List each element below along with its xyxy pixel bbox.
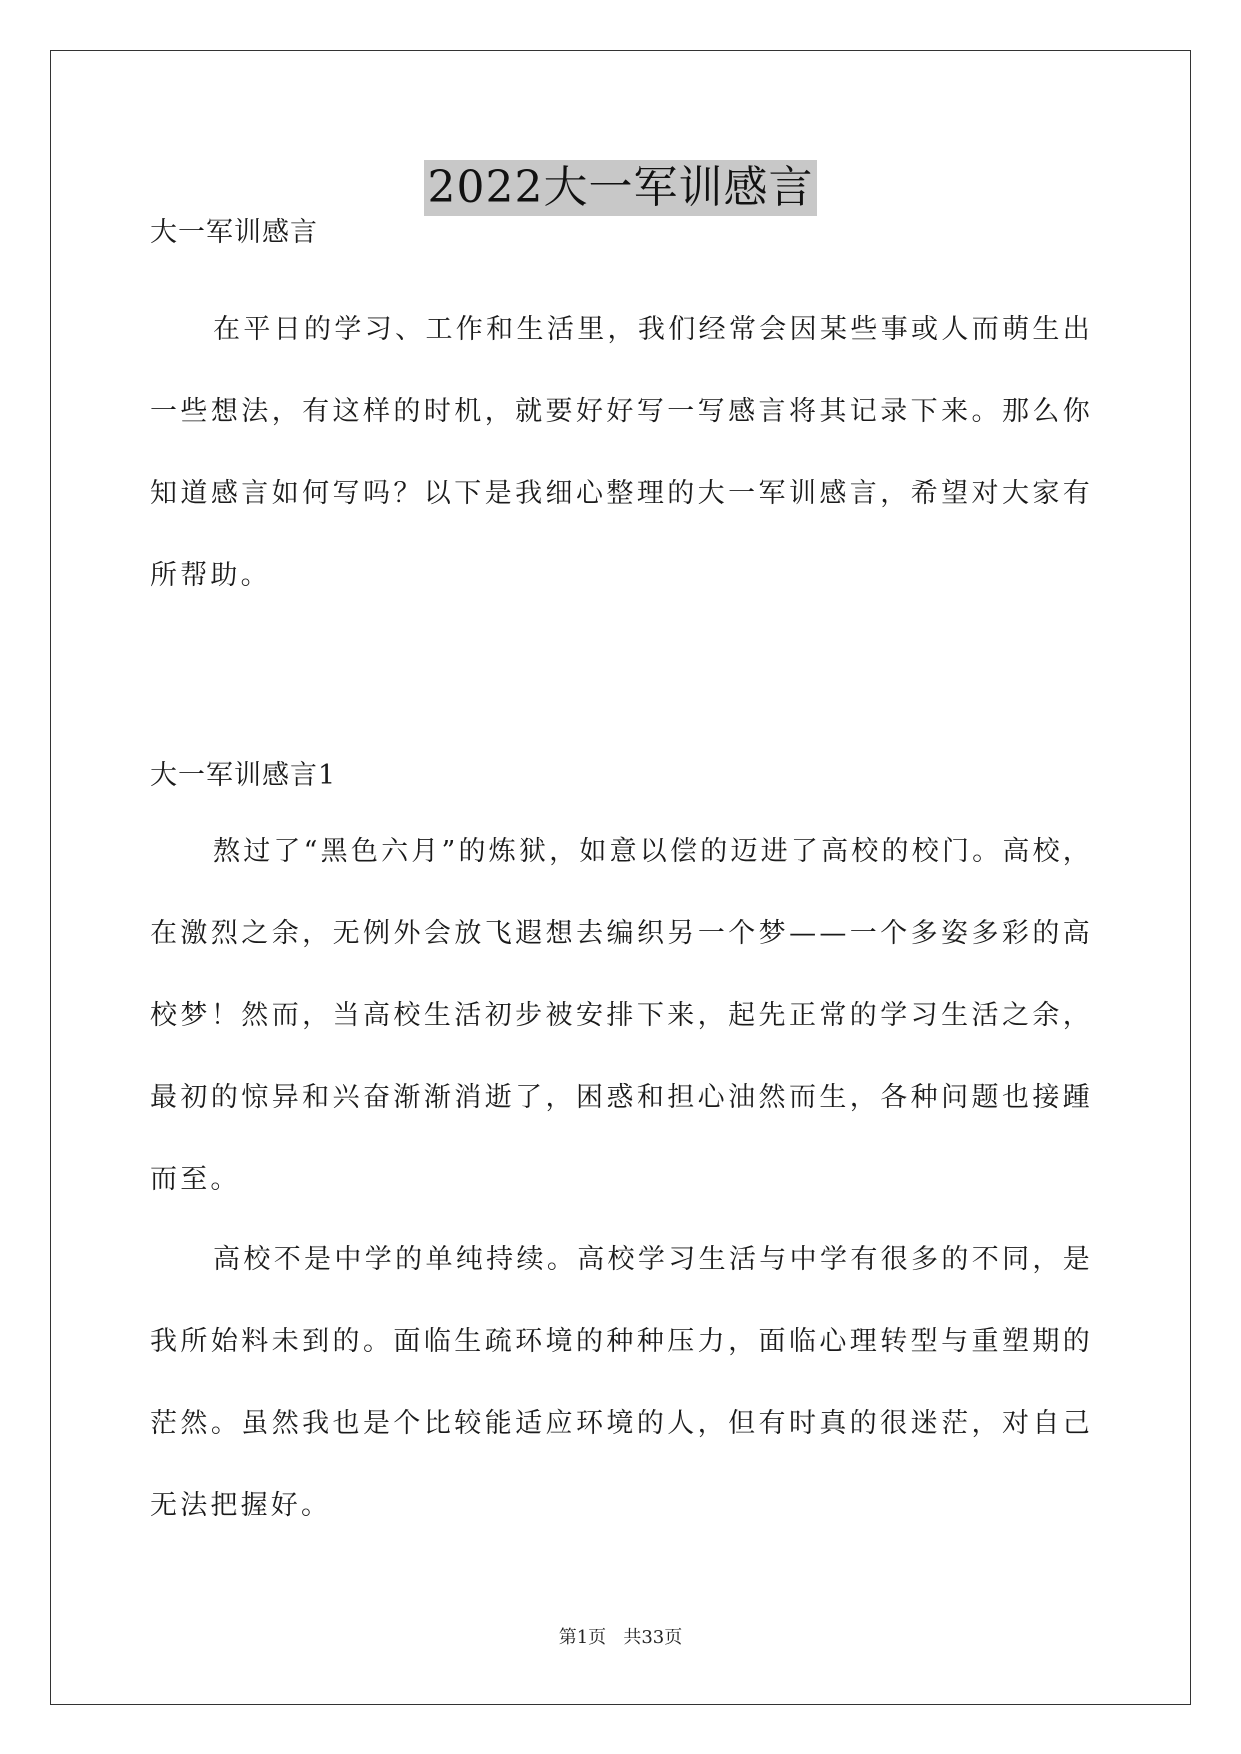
section-1-paragraph-1: 熬过了“黑色六月”的炼狱，如意以偿的迈进了高校的校门。高校，在激烈之余，无例外会放飞遐想去编织另一个梦——一个多姿多彩的高校梦！然而，当高校生活初步被安排下来，起先正常的学习生活之余，最初的惊异和兴奋渐渐消逝了，困惑和担心油然而生，各种问题也接踵而至。 xyxy=(150,836,1093,1195)
document-title: 2022大一军训感言 xyxy=(424,160,818,216)
section-1-paragraph-2: 高校不是中学的单纯持续。高校学习生活与中学有很多的不同，是我所始料未到的。面临生疏环境的种种压力，面临心理转型与重塑期的茫然。虽然我也是个比较能适应环境的人，但有时真的很迷茫，对自己无法把握好。 xyxy=(150,1244,1093,1521)
page-footer: 第1页 共33页 xyxy=(558,1627,683,1648)
intro-paragraph: 在平日的学习、工作和生活里，我们经常会因某些事或人而萌生出一些想法，有这样的时机，就要好好写一写感言将其记录下来。那么你知道感言如何写吗？以下是我细心整理的大一军训感言，希望对大家有所帮助。 xyxy=(150,314,1093,591)
section-1-heading: 大一军训感言1 xyxy=(150,760,337,791)
intro-heading: 大一军训感言 xyxy=(150,217,318,248)
document-title-block xyxy=(0,160,1241,216)
